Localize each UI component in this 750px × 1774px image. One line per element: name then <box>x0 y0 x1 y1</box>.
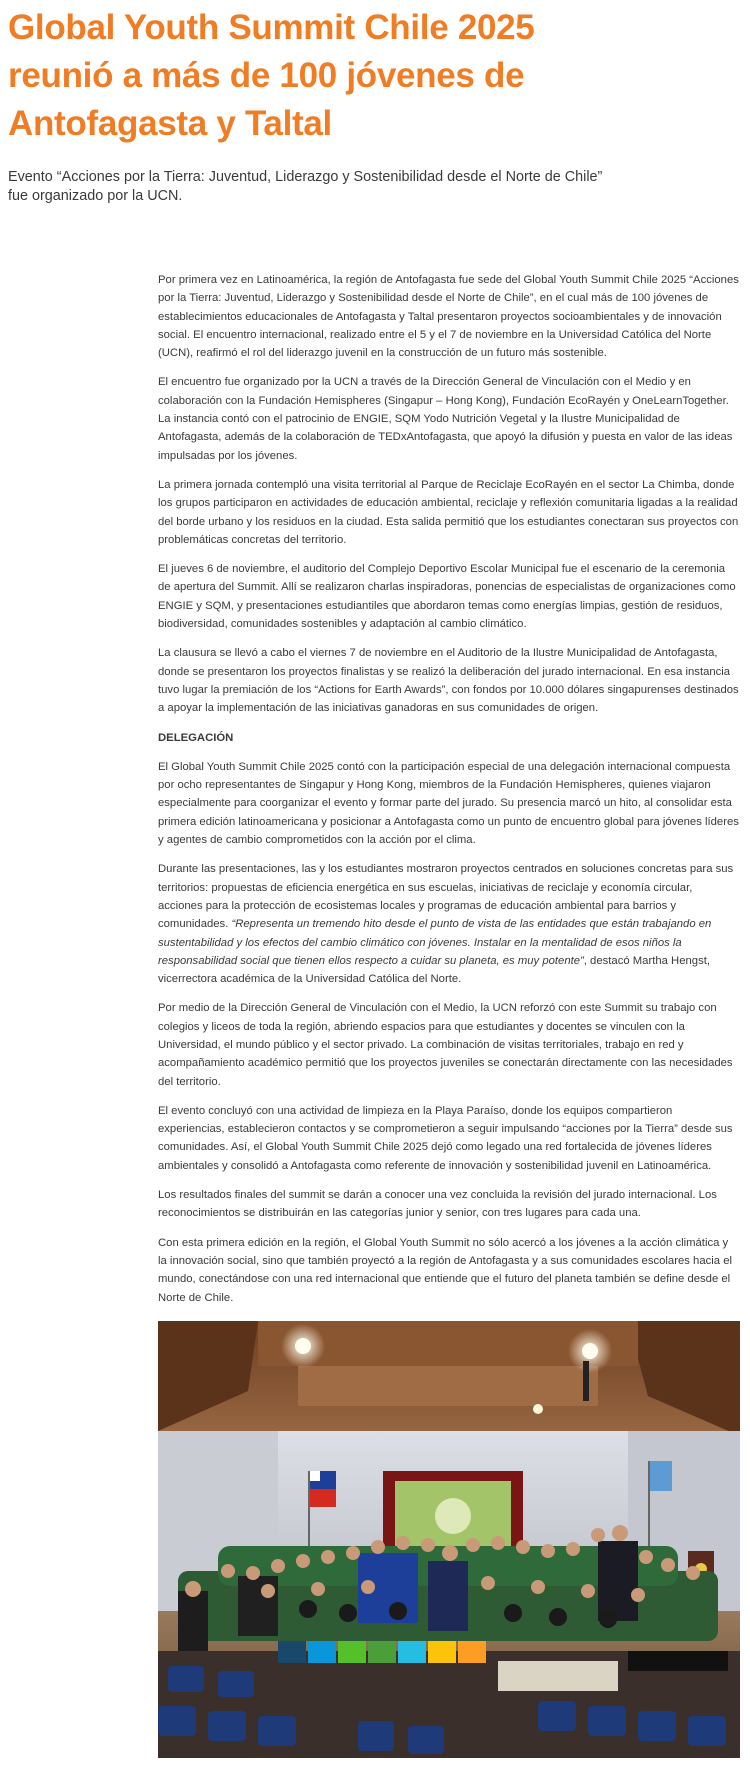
article-paragraph: La primera jornada contempló una visita territorial al Parque de Reciclaje EcoRayén en el sector La Chimba, donde los grupos participaron en actividades de educación ambiental, reciclaje y reflexión comunitaria ligadas a la realidad del borde urbano y los residuos en la ciudad. Esta salida permitió que los estudiantes conectaran sus proyectos con problemáticas concretas del territorio. <box>158 478 739 546</box>
article-paragraph: El Global Youth Summit Chile 2025 contó con la participación especial de una delegación internacional compuesta por ocho representantes de Singapur y Hong Kong, miembros de la Fundación Hemispheres, quienes viajaron especialmente para coorganizar el evento y formar parte del jurado. Su presencia marcó un hito, al consolidar esta primera edición latinoamericana y posicionar a Antofagasta como un punto de encuentro global para jóvenes líderes y agentes de cambio comprometidos con la acción por el clima. <box>158 760 739 847</box>
article-paragraph: Con esta primera edición en la región, el Global Youth Summit no sólo acercó a los jóvenes a la acción climática y la innovación social, sino que también proyectó a la región de Antofagasta y a sus comunidades escolares hacia el mundo, conectándose con una red internacional que entiende que el futuro del planeta también se define desde el Norte de Chile. <box>158 1236 732 1304</box>
quote-attribution: , destacó Martha Hengst, vicerrectora académica de la Universidad Católica del Norte. <box>158 954 710 986</box>
article-paragraph: El evento concluyó con una actividad de limpieza en la Playa Paraíso, donde los equipos compartieron experiencias, establecieron contactos y se comprometieron a seguir impulsando “acciones por la Tierra” desde sus comunidades. Así, el Global Youth Summit Chile 2025 dejó como legado una red fortalecida de jóvenes líderes ambientales y consolidó a Antofagasta como referente de innovación y sostenibilidad juvenil en Latinoamérica. <box>158 1104 733 1172</box>
quote-paragraph <box>158 860 740 988</box>
article-paragraph: Por medio de la Dirección General de Vinculación con el Medio, la UCN reforzó con este Summit su trabajo con colegios y liceos de toda la región, abriendo espacios para que estudiantes y docentes se vinculen con la Universidad, el mundo público y el sector privado. La combinación de visitas territoriales, trabajo en red y acompañamiento académico permitió que los proyectos juveniles se conectarán directamente con las necesidades del territorio. <box>158 1002 733 1088</box>
article-paragraph: La clausura se llevó a cabo el viernes 7 de noviembre en el Auditorio de la Ilustre Municipalidad de Antofagasta, donde se presentaron los proyectos finalistas y se realizó la deliberación del jurado internacional. En esa instancia tuvo lugar la premiación de los “Actions for Earth Awards”, con fondos por 10.000 dólares singapurenses destinados a apoyar la implementación de las iniciativas ganadoras en sus comunidades de origen. <box>158 647 739 715</box>
article-body <box>158 271 740 1318</box>
article-paragraph: Los resultados finales del summit se darán a conocer una vez concluida la revisión del jurado internacional. Los reconocimientos se distribuirán en las categorías junior y senior, con tres lugares para cada una. <box>158 1189 717 1220</box>
article-subtitle: Evento “Acciones por la Tierra: Juventud, Liderazgo y Sostenibilidad desde el Norte de Chile” fue organizado por la UCN. <box>8 169 603 204</box>
article-paragraph: El jueves 6 de noviembre, el auditorio del Complejo Deportivo Escolar Municipal fue el escenario de la ceremonia de apertura del Summit. Allí se realizaron charlas inspiradoras, ponencias de especialistas de organizaciones como ENGIE y SQM, y presentaciones estudiantiles que abordaron temas como energías limpias, gestión de residuos, biodiversidad, comunidades sostenibles y adaptación al cambio climático. <box>158 563 736 631</box>
quote-text: “Representa un tremendo hito desde el punto de vista de las entidades que están trabajando en sustentabilidad y los efectos del cambio climático con jóvenes. Instalar en la mentalidad de esos niños la responsabilidad social que tienen ellos respecto a cuidar su planeta, es muy potente” <box>158 918 712 967</box>
article-title: Global Youth Summit Chile 2025 reunió a más de 100 jóvenes de Antofagasta y Taltal <box>8 8 535 143</box>
event-group-photo <box>158 1321 740 1758</box>
article-paragraph: El encuentro fue organizado por la UCN a través de la Dirección General de Vinculación con el Medio y en colaboración con la Fundación Hemispheres (Singapur – Hong Kong), Fundación EcoRayén y OneLearnTogether. La instancia contó con el patrocinio de ENGIE, SQM Yodo Nutrición Vegetal y la Ilustre Municipalidad de Antofagasta, además de la colaboración de TEDxAntofagasta, que apoyó la difusión y puesta en valor de las ideas impulsadas por los jóvenes. <box>158 376 733 462</box>
article-paragraph: Por primera vez en Latinoamérica, la región de Antofagasta fue sede del Global Youth Summit Chile 2025 “Acciones por la Tierra: Juventud, Liderazgo y Sostenibilidad desde el Norte de Chile”, en el cual más de 100 jóvenes de establecimientos educacionales de Antofagasta y Taltal presentaron proyectos socioambientales y de innovación social. El encuentro internacional, realizado entre el 5 y el 7 de noviembre en la Universidad Católica del Norte (UCN), reafirmó el rol del liderazgo juvenil en la construcción de un futuro más sostenible. <box>158 274 739 360</box>
section-heading-delegacion: DELEGACIÓN <box>158 731 234 744</box>
quote-lead: Durante las presentaciones, las y los estudiantes mostraron proyectos centrados en soluciones concretas para sus territorios: propuestas de eficiencia energética en sus escuelas, iniciativas de reciclaje y economía circular, acciones para la protección de ecosistemas locales y programas de educación ambiental para barrios y comunidades. <box>158 863 734 931</box>
